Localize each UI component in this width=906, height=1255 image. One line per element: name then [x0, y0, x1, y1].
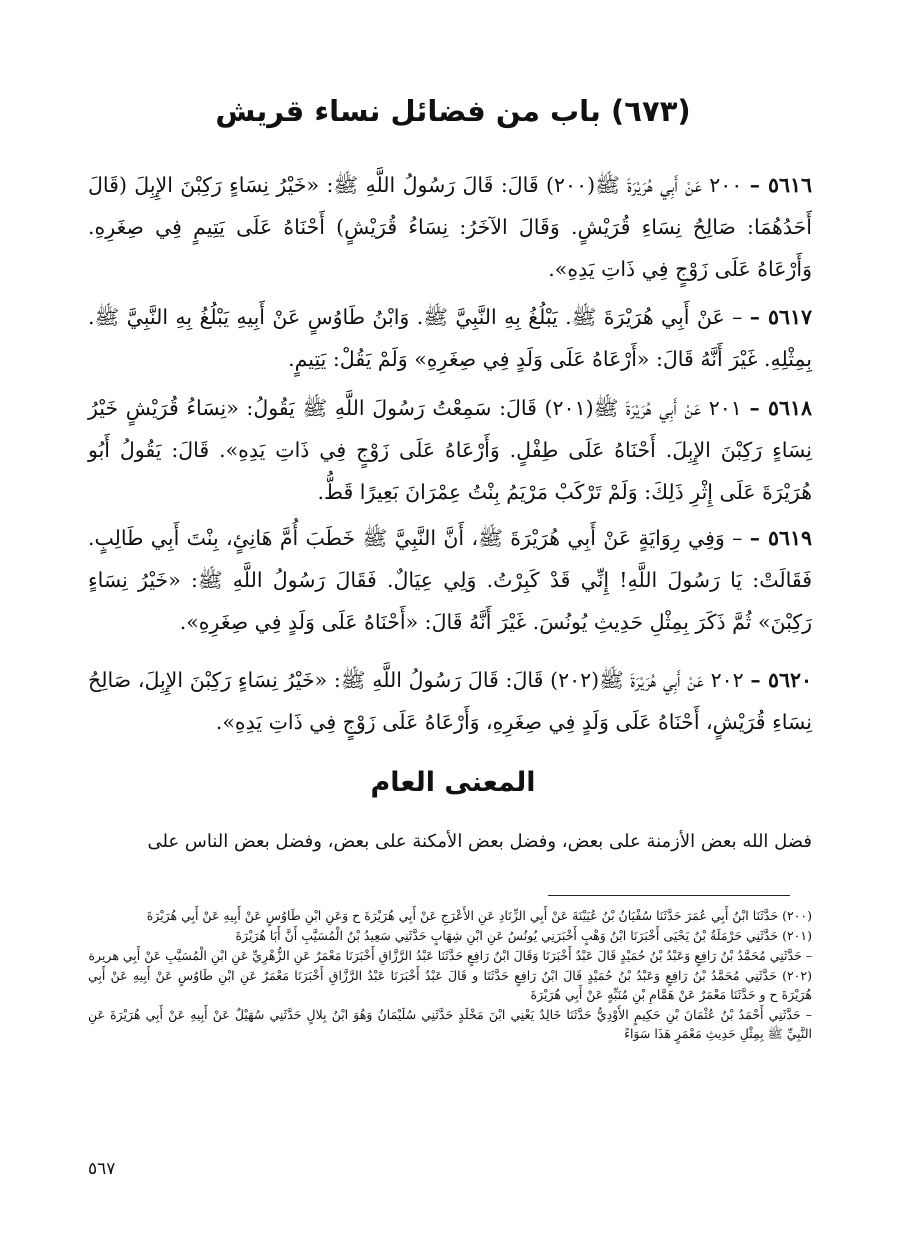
chapter-title: (٦٧٣) باب من فضائل نساء قريش — [215, 94, 691, 128]
hadith-5619 — [88, 517, 812, 643]
hadith-5620 — [88, 659, 812, 743]
footnote-202: (٢٠٢) حَدَّثَنِي مُحَمَّدُ بْنُ رَافِعٍ وَعَبْدُ بْنُ حُمَيْدٍ قَالَ ابْنُ رَافِعٍ حَدَّثَنَا و قَالَ عَبْدٌ أَخْبَرَنَا عَبْدُ الرَّزَّاقِ أَخْبَرَنَا مَعْمَرٌ عَنِ ابْنِ طَاوُسٍ عَنْ أَبِيهِ عَنْ أَبِي هُرَيْرَةَ ح و حَدَّثَنَا مَعْمَرٌ عَنْ هَمَّامِ بْنِ مُنَبِّهٍ عَنْ أَبِي هُرَيْرَةَ — [88, 968, 812, 1002]
hadith-number: ٥٦١٧ – — [749, 305, 812, 329]
hadith-5618 — [88, 387, 812, 513]
hadith-5616 — [88, 164, 812, 290]
hadith-text: ٢٠٢ عَنْ أَبِي هُرَيْرَةَ ﷺ(٢٠٢) قَالَ: قَالَ رَسُولُ اللَّهِ ﷺ: «خَيْرُ نِسَاءٍ رَكِبْنَ الإِبِلَ، صَالِحُ نِسَاءِ قُرَيْشٍ، أَحْنَاهُ عَلَى وَلَدٍ فِي صِغَرِهِ، وَأَرْعَاهُ عَلَى زَوْجٍ فِي ذَاتِ يَدِهِ». — [88, 668, 812, 734]
hadith-number: ٥٦٢٠ – — [750, 668, 813, 692]
hadith-number: ٥٦١٩ – — [749, 526, 812, 550]
section-title: المعنى العام — [370, 767, 536, 798]
footnote-200: (٢٠٠) حَدَّثَنَا ابْنُ أَبِي عُمَرَ حَدَّثَنَا سُفْيَانُ بْنُ عُيَيْنَةَ عَنْ أَبِي الزِّنَادِ عَنِ الأَعْرَجِ عَنْ أَبِي هُرَيْرَةَ ح وَعَنِ ابْنِ طَاوُسٍ عَنْ أَبِيهِ عَنْ أَبِي هُرَيْرَةَ — [146, 908, 812, 923]
footnote-divider — [548, 895, 790, 896]
hadith-5617 — [88, 296, 812, 380]
hadith-text: – وَفِي رِوَايَةٍ عَنْ أَبِي هُرَيْرَةَ ﷺ، أَنَّ النَّبِيَّ ﷺ خَطَبَ أُمَّ هَانِئٍ، بِنْتَ أَبِي طَالِبٍ. فَقَالَتْ: يَا رَسُولَ اللَّهِ! إِنِّي قَدْ كَبِرْتُ. وَلِي عِيَالٌ. فَقَالَ رَسُولُ اللَّهِ ﷺ: «خَيْرُ نِسَاءٍ رَكِبْنَ» ثُمَّ ذَكَرَ بِمِثْلِ حَدِيثِ يُونُسَ. غَيْرَ أَنَّهُ قَالَ: «أَحْنَاهُ عَلَى وَلَدٍ فِي صِغَرِهِ». — [88, 526, 812, 634]
footnote-201: (٢٠١) حَدَّثَنِي حَرْمَلَةُ بْنُ يَحْيَى أَخْبَرَنَا ابْنُ وَهْبٍ أَخْبَرَنِي يُونُسُ عَنِ ابْنِ شِهَابٍ حَدَّثَنِي سَعِيدُ بْنُ الْمُسَيَّبِ أَنَّ أَبَا هُرَيْرَةَ — [235, 928, 812, 943]
section-body-text: فضل الله بعض الأزمنة على بعض، وفضل بعض الأمكنة على بعض، وفضل بعض الناس على — [147, 831, 812, 852]
footnote-202-continuation: – حَدَّثَنِي أَحْمَدُ بْنُ عُثْمَانَ بْنِ حَكِيمٍ الأَوْدِيُّ حَدَّثَنَا خَالِدٌ يَعْنِي ابْنَ مَخْلَدٍ حَدَّثَنِي سُلَيْمَانُ وَهُوَ ابْنُ بِلالٍ حَدَّثَنِي سُهَيْلٌ عَنْ أَبِيهِ عَنْ أَبِي هُرَيْرَةَ عَنِ النَّبِيِّ ﷺ بِمِثْلِ حَدِيثِ مَعْمَرٍ هَذَا سَوَاءً — [88, 1007, 812, 1041]
page-number: ٥٦٧ — [88, 1159, 116, 1179]
hadith-text: ٢٠١ عَنْ أَبِي هُرَيْرَةَ ﷺ(٢٠١) قَالَ: سَمِعْتُ رَسُولَ اللَّهِ ﷺ يَقُولُ: «نِسَاءُ قُرَيْشٍ خَيْرُ نِسَاءٍ رَكِبْنَ الإِبِلَ. أَحْنَاهُ عَلَى طِفْلٍ. وَأَرْعَاهُ عَلَى زَوْجٍ فِي ذَاتِ يَدِهِ». قَالَ: يَقُولُ أَبُو هُرَيْرَةَ عَلَى إِثْرِ ذَلِكَ: وَلَمْ تَرْكَبْ مَرْيَمُ بِنْتُ عِمْرَانَ بَعِيرًا قَطُّ. — [88, 396, 812, 504]
footnote-201-continuation: – حَدَّثَنِي مُحَمَّدُ بْنُ رَافِعٍ وَعَبْدُ بْنُ حُمَيْدٍ قَالَ عَبْدٌ أَخْبَرَنَا وَقَالَ ابْنُ رَافِعٍ حَدَّثَنَا عَبْدُ الرَّزَّاقِ أَخْبَرَنَا مَعْمَرٌ عَنِ الزُّهْرِيِّ عَنِ ابْنِ الْمُسَيَّبِ عَنْ أَبِي هريرة — [88, 948, 812, 963]
hadith-number: ٥٦١٨ – — [749, 396, 812, 420]
hadith-number: ٥٦١٦ – — [749, 173, 812, 197]
hadith-text: ٢٠٠ عَنْ أَبِي هُرَيْرَةَ ﷺ(٢٠٠) قَالَ: قَالَ رَسُولُ اللَّهِ ﷺ: «خَيْرُ نِسَاءٍ رَكِبْنَ الإِبِلَ (قَالَ أَحَدُهُمَا: صَالِحُ نِسَاءِ قُرَيْشٍ. وَقَالَ الآخَرُ: نِسَاءُ قُرَيْشٍ) أَحْنَاهُ عَلَى يَتِيمٍ فِي صِغَرِهِ. وَأَرْعَاهُ عَلَى زَوْجٍ فِي ذَاتِ يَدِهِ». — [88, 173, 812, 281]
hadith-text: – عَنْ أَبِي هُرَيْرَةَ ﷺ. يَبْلُغُ بِهِ النَّبِيَّ ﷺ. وَابْنُ طَاوُسٍ عَنْ أَبِيهِ يَبْلُغُ بِهِ النَّبِيَّ ﷺ. بِمِثْلِهِ. غَيْرَ أَنَّهُ قَالَ: «أَرْعَاهُ عَلَى وَلَدٍ فِي صِغَرِهِ» وَلَمْ يَقُلْ: يَتِيمٍ. — [88, 305, 812, 371]
footnotes — [88, 906, 812, 1044]
